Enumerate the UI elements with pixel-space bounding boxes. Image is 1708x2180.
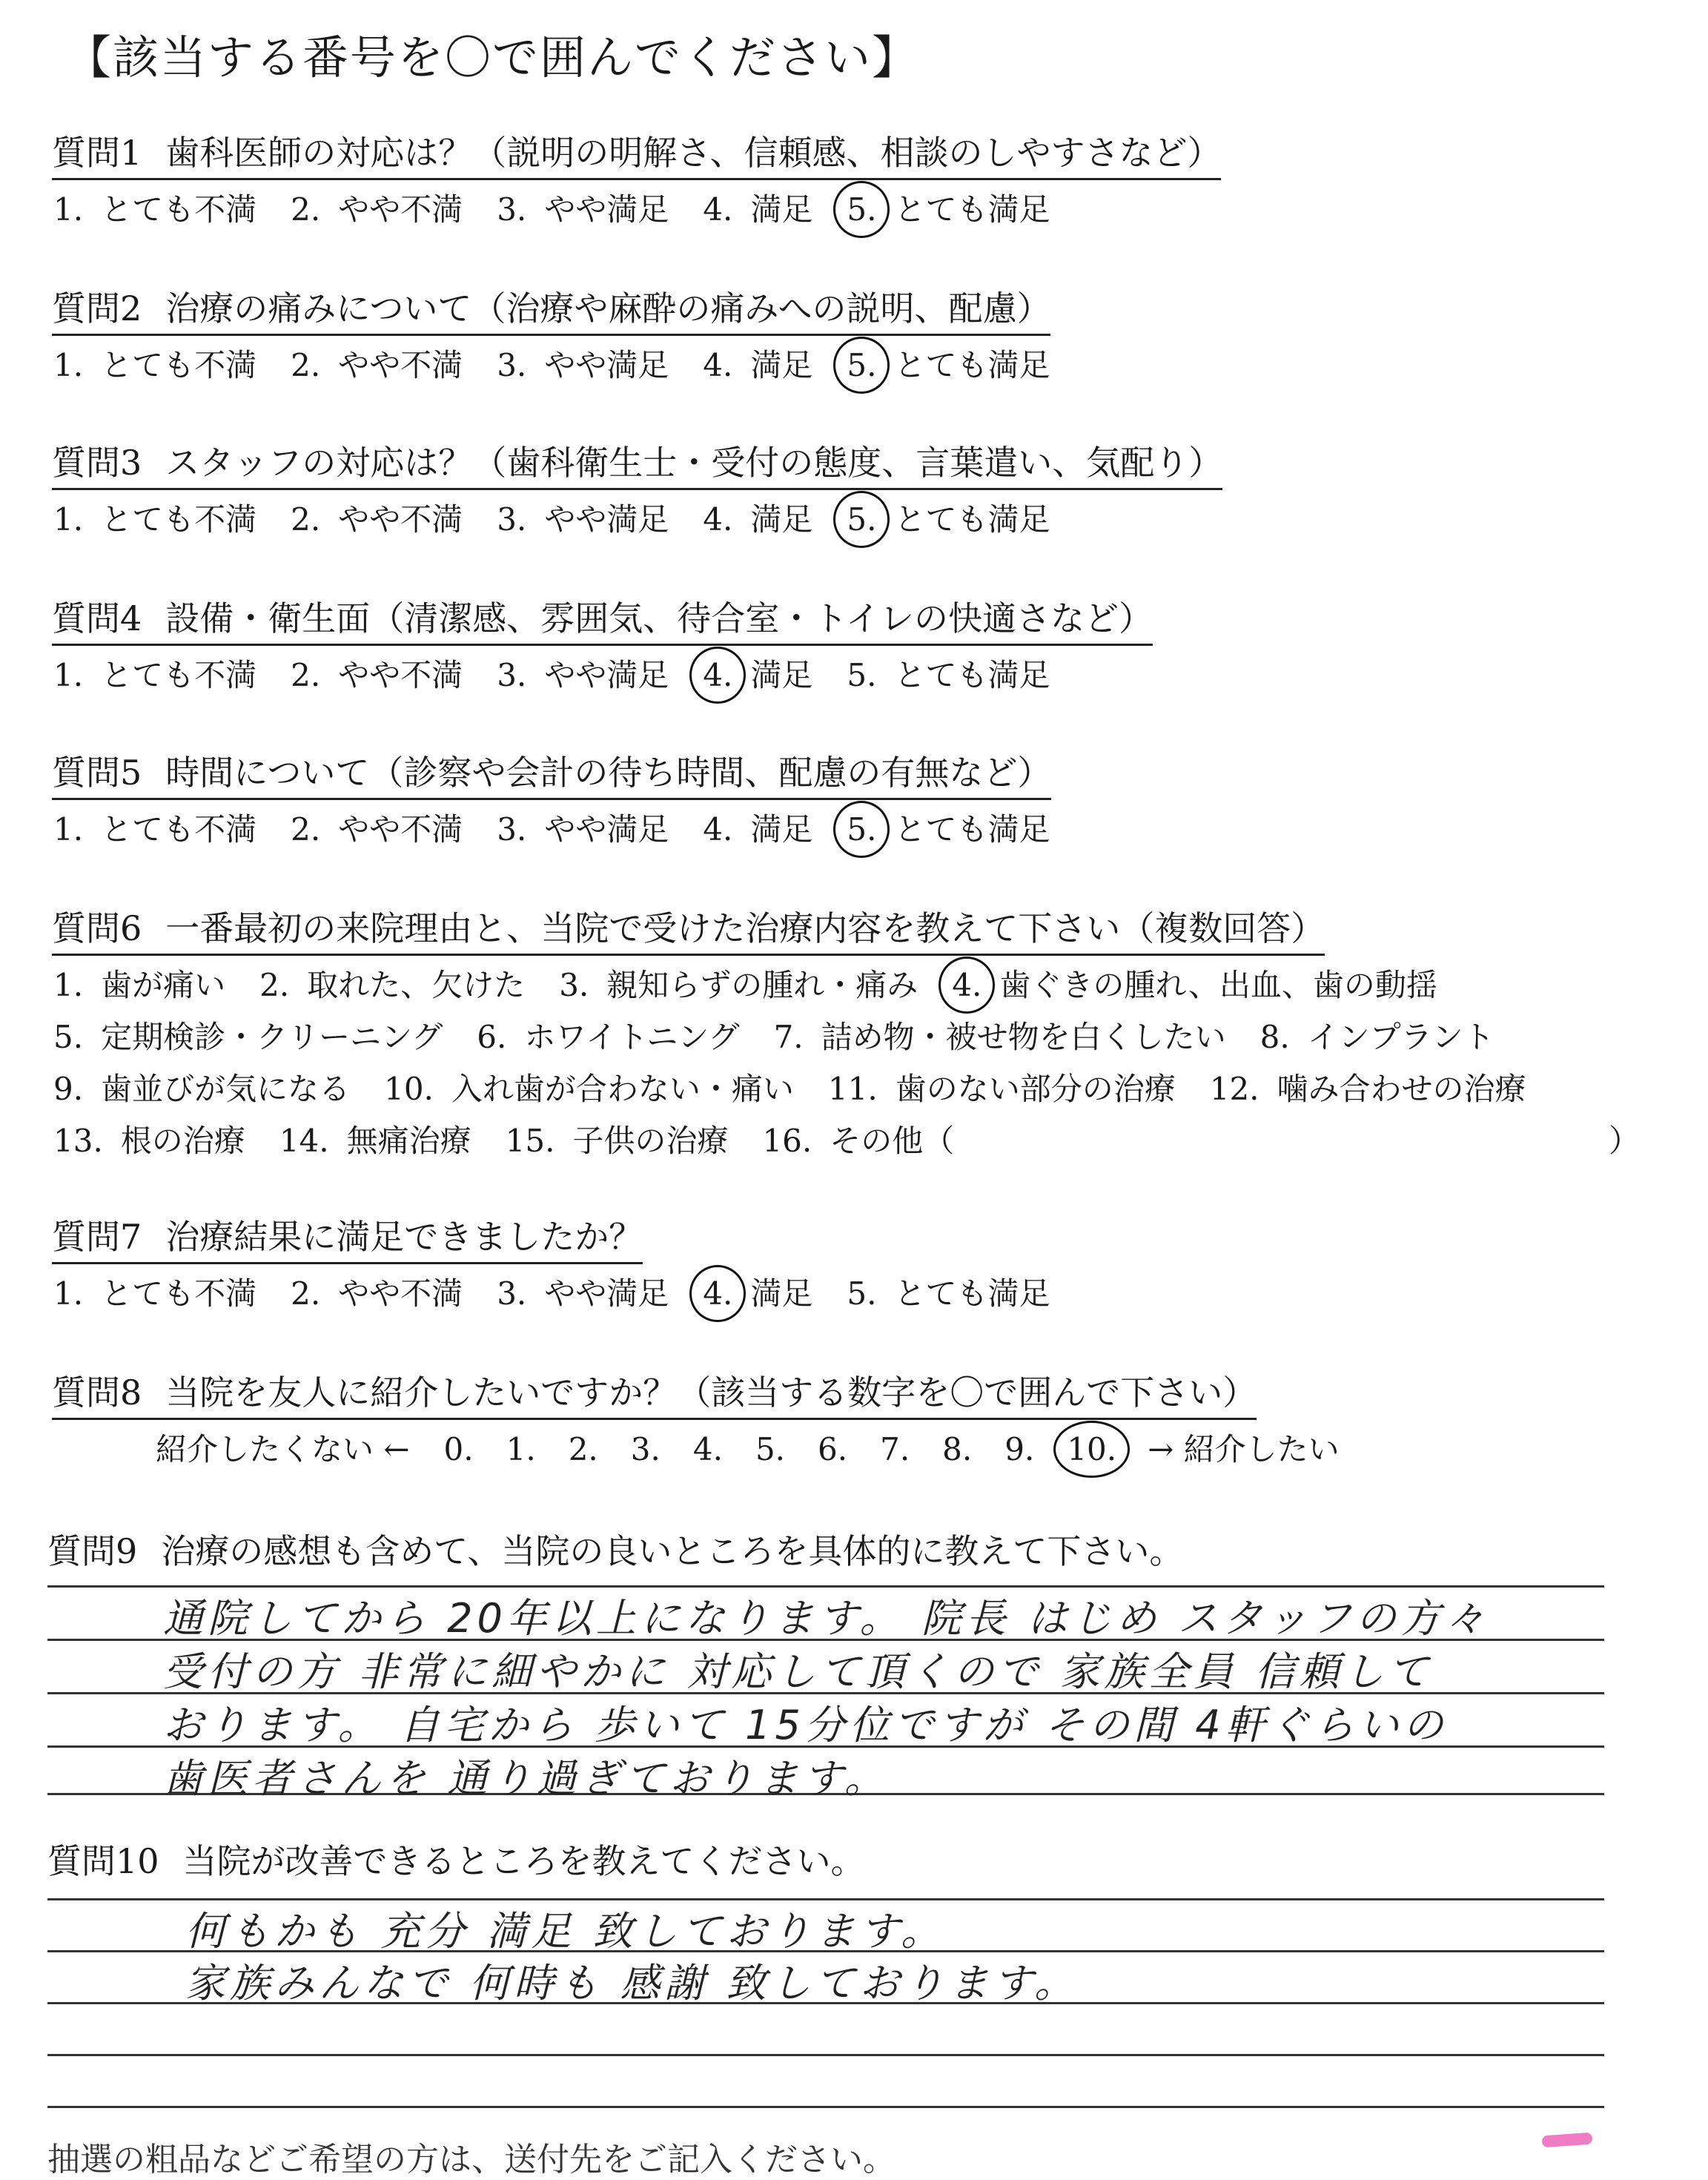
question-5-text: 時間について（診察や会計の待ち時間、配慮の有無など） [165,753,1052,793]
option-label: やや満足 [544,657,669,693]
option-number: 5. [847,347,877,383]
option-label: 入れ歯が合わない・痛い [451,1071,794,1107]
option-number: 2. [291,657,321,693]
option-number: 9. [53,1071,84,1107]
scale-option[interactable] [629,1431,662,1467]
option-label: 満足 [750,811,813,848]
option-number: 16. [762,1123,812,1159]
option-label: とても満足 [894,811,1050,848]
option-label: とても満足 [894,1275,1050,1312]
treatment-option[interactable] [950,961,1437,1005]
option-number: 12. [1209,1071,1260,1107]
question-1-options [52,185,1082,230]
option-label: 取れた、欠けた [307,967,526,1003]
rating-option[interactable] [52,185,256,230]
option-number: 1. [53,347,84,383]
option-label: 歯のない部分の治療 [895,1071,1176,1107]
scale-option[interactable] [754,1431,787,1467]
rating-option[interactable] [701,1269,812,1314]
option-number: 4. [703,657,733,693]
option-label: 満足 [750,191,813,228]
question-9 [47,1525,1183,1573]
option-label: 噛み合わせの治療 [1277,1071,1526,1107]
question-6-row-2 [52,1013,1527,1057]
option-label: 定期検診・クリーニング [101,1019,443,1055]
scale-number: 7. [880,1431,910,1467]
treatment-option[interactable] [52,1013,443,1057]
option-number: 8. [1260,1019,1290,1055]
option-label: とても不満 [101,1275,257,1312]
question-3-number: 質問3 [52,443,142,483]
treatment-option[interactable] [383,1065,794,1109]
question-4-options [52,651,1082,696]
option-number: 5. [847,1275,877,1312]
scale-number: 0. [443,1431,474,1467]
option-number: 10. [384,1071,434,1107]
treatment-option[interactable] [1208,1065,1526,1109]
rating-option[interactable] [495,341,669,386]
option-label: とても不満 [101,501,257,538]
option-label: 歯ぐきの腫れ、出血、歯の動揺 [999,967,1437,1003]
option-label: やや不満 [338,811,463,848]
scale-option[interactable] [692,1431,724,1467]
rating-option[interactable] [289,495,463,540]
question-6 [52,902,1325,956]
question-2-options [52,341,1082,386]
question-4 [52,592,1153,646]
option-number: 2. [291,811,321,848]
scale-number: 3. [630,1431,661,1467]
question-6-row-1 [52,961,1470,1005]
option-label: とても不満 [101,191,257,228]
scale-option[interactable] [505,1431,537,1467]
question-7-options [52,1269,1082,1314]
option-label: ホワイトニング [524,1019,740,1055]
rating-option[interactable] [701,341,812,386]
option-label: やや不満 [338,347,463,383]
question-1-number: 質問1 [52,133,142,173]
pink-mark [1542,2133,1593,2148]
question-5 [52,746,1051,800]
scale-number: 9. [1004,1431,1035,1467]
question-7-title [52,1210,643,1264]
rating-option[interactable] [289,341,463,386]
treatment-option[interactable] [52,1065,350,1109]
question-3 [52,436,1222,490]
q9-answer-line-4: 歯医者さんを 通り過ぎております。 [163,1755,889,1802]
option-number: 2. [291,347,321,383]
option-number: 3. [497,1275,527,1312]
option-number: 1. [53,657,84,693]
rating-option[interactable] [495,185,669,230]
treatment-option[interactable] [772,1013,1226,1057]
rating-option[interactable] [701,495,812,540]
rating-option[interactable] [52,805,256,850]
question-3-options [52,495,1082,540]
question-6-title [52,902,1325,956]
option-label: やや不満 [338,1275,463,1312]
option-number: 1. [53,191,84,228]
option-number: 2. [291,191,321,228]
treatment-option[interactable] [504,1117,729,1161]
option-label: やや満足 [544,1275,669,1312]
question-6-row-4 [52,1117,987,1161]
treatment-option[interactable] [52,1117,245,1161]
question-1-title [52,126,1221,180]
question-9-text: 治療の感想も含めて、当院の良いところを具体的に教えて下さい。 [161,1531,1184,1571]
question-1-text: 歯科医師の対応は？（説明の明解さ、信頼感、相談のしやすさなど） [165,133,1222,173]
option-label: 詰め物・被せ物を白くしたい [821,1019,1226,1055]
question-6-row-3 [52,1065,1559,1109]
option-label: とても満足 [894,657,1050,693]
option-number: 5. [847,501,877,538]
q10-answer-line-1: 何もかも 充分 満足 致しております。 [185,1908,946,1955]
option-label: 無痛治療 [346,1123,471,1159]
scale-number: 2. [568,1431,598,1467]
scale-option[interactable] [878,1431,911,1467]
question-3-text: スタッフの対応は？（歯科衛生士・受付の態度、言葉遣い、気配り） [165,443,1223,483]
question-8-scale [156,1425,1340,1470]
option-number: 1. [53,1275,84,1312]
option-number: 4. [703,811,733,848]
rating-option[interactable] [52,651,256,696]
question-6-number: 質問6 [52,908,142,948]
option-label: 歯並びが気になる [101,1071,351,1107]
option-number: 4. [703,347,733,383]
option-label: やや不満 [338,191,463,228]
question-4-title [52,592,1153,646]
scale-option[interactable] [443,1431,475,1467]
q10-answer-line-2: 家族みんなで 何時も 感謝 致しております。 [185,1960,1079,2006]
option-label: とても不満 [101,347,257,383]
rating-option[interactable] [845,651,1050,696]
treatment-option[interactable] [761,1117,954,1161]
question-9-number: 質問9 [47,1531,138,1571]
rating-option[interactable] [289,805,463,850]
treatment-option[interactable] [475,1013,739,1057]
option-number: 5. [847,191,877,228]
treatment-option[interactable] [52,961,225,1005]
question-3-title [52,436,1222,490]
scale-number: 6. [818,1431,848,1467]
option-number: 4. [703,501,733,538]
option-label: とても不満 [101,657,257,693]
scale-number: 10. [1067,1431,1117,1467]
treatment-option[interactable] [1259,1013,1494,1057]
option-number: 13. [53,1123,103,1159]
option-number: 3. [497,191,527,228]
form-header: 【該当する番号を〇で囲んでください】 [65,30,920,85]
option-label: やや不満 [338,657,463,693]
question-5-title [52,746,1051,800]
option-label: やや不満 [338,501,463,538]
option-label: やや満足 [544,191,669,228]
option-number: 2. [291,1275,321,1312]
option-label: やや満足 [544,501,669,538]
option-number: 11. [827,1071,878,1107]
option-number: 3. [497,657,527,693]
rating-option[interactable] [52,341,256,386]
answer-line [47,2106,1604,2108]
option-label: やや満足 [544,811,669,848]
option-label: とても満足 [894,501,1050,538]
rating-option[interactable] [701,805,812,850]
scale-number: 1. [506,1431,536,1467]
question-4-text: 設備・衛生面（清潔感、雰囲気、待合室・トイレの快適さなど） [165,598,1153,638]
option-number: 3. [497,811,527,848]
rating-option[interactable] [495,805,669,850]
question-10-text: 当院が改善できるところを教えてください。 [182,1841,865,1881]
rating-option[interactable] [845,185,1050,230]
rating-option[interactable] [495,495,669,540]
option-number: 6. [477,1019,507,1055]
option-number: 15. [505,1123,555,1159]
question-5-options [52,805,1082,850]
option-number: 1. [53,967,84,1003]
rating-option[interactable] [289,1269,463,1314]
question-8-text: 当院を友人に紹介したいですか？（該当する数字を〇で囲んで下さい） [165,1373,1257,1413]
question-7-number: 質問7 [52,1217,142,1257]
option-label: とても満足 [894,347,1050,383]
question-2-text: 治療の痛みについて（治療や麻酔の痛みへの説明、配慮） [165,288,1051,328]
treatment-option[interactable] [258,961,525,1005]
option-number: 5. [847,657,877,693]
scale-number: 8. [942,1431,973,1467]
question-7 [52,1210,643,1264]
question-8-title [52,1366,1257,1420]
option-number: 3. [559,967,589,1003]
question-8-number: 質問8 [52,1373,142,1413]
rating-option[interactable] [495,1269,669,1314]
answer-line [47,2054,1604,2056]
option-label: 満足 [750,347,813,383]
question-2 [52,282,1050,336]
question-8 [52,1366,1257,1420]
scale-right-label: → 紹介したい [1148,1431,1340,1467]
option-label: 親知らずの腫れ・痛み [606,967,918,1003]
question-6-text: 一番最初の来院理由と、当院で受けた治療内容を教えて下さい（複数回答） [165,908,1325,948]
option-number: 4. [952,967,982,1003]
question-5-number: 質問5 [52,753,142,793]
rating-option[interactable] [289,651,463,696]
option-label: 満足 [750,501,813,538]
question-2-title [52,282,1050,336]
option-label: 子供の治療 [572,1123,729,1159]
question-1 [52,126,1221,180]
rating-option[interactable] [701,651,812,696]
footer-note: 抽選の粗品などご希望の方は、送付先をご記入ください。 [47,2141,896,2179]
treatment-option[interactable] [557,961,918,1005]
rating-option[interactable] [701,185,812,230]
scale-number: 4. [692,1431,723,1467]
option-label: やや満足 [544,347,669,383]
option-number: 5. [53,1019,84,1055]
rating-option[interactable] [845,805,1050,850]
option-number: 1. [53,501,84,538]
q9-answer-line-3: おります。 自宅から 歩いて 15分位ですが その間 4軒ぐらいの [163,1702,1448,1748]
option-number: 3. [497,347,527,383]
rating-option[interactable] [845,1269,1050,1314]
option-label: とても不満 [101,811,257,848]
option-label: 満足 [750,657,813,693]
option-label: 歯が痛い [101,967,226,1003]
option-label: その他（ [830,1123,955,1159]
question-10-number: 質問10 [47,1841,159,1881]
rating-option[interactable] [845,341,1050,386]
rating-option[interactable] [52,495,256,540]
rating-option[interactable] [495,651,669,696]
scale-numbers [443,1431,1148,1467]
option-number: 7. [773,1019,804,1055]
option-number: 4. [703,1275,733,1312]
scale-left-label: 紹介したくない ← [156,1431,410,1467]
option-label: インプラント [1307,1019,1494,1055]
rating-option[interactable] [845,495,1050,540]
treatment-option[interactable] [278,1117,471,1161]
option-number: 4. [703,191,733,228]
question-6-close-paren: ） [1609,1123,1641,1159]
scale-number: 5. [755,1431,786,1467]
question-7-text: 治療結果に満足できましたか？ [165,1217,643,1257]
option-number: 3. [497,501,527,538]
scale-option[interactable] [941,1431,973,1467]
option-label: 根の治療 [120,1123,245,1159]
scale-option[interactable] [816,1431,849,1467]
rating-option[interactable] [52,1269,256,1314]
scale-option[interactable] [1065,1431,1118,1467]
scale-option[interactable] [1003,1431,1036,1467]
option-label: 満足 [750,1275,813,1312]
scale-option[interactable] [567,1431,600,1467]
option-number: 2. [291,501,321,538]
question-4-number: 質問4 [52,598,142,638]
option-label: とても満足 [894,191,1050,228]
question-2-number: 質問2 [52,288,142,328]
q9-answer-line-1: 通院してから 20年以上になります。 院長 はじめ スタッフの方々 [163,1595,1490,1642]
rating-option[interactable] [289,185,463,230]
option-number: 2. [259,967,290,1003]
treatment-option[interactable] [827,1065,1176,1109]
option-number: 5. [847,811,877,848]
q9-answer-line-2: 受付の方 非常に細やかに 対応して頂くので 家族全員 信頼して [163,1648,1433,1695]
option-number: 1. [53,811,84,848]
question-10 [47,1834,865,1883]
option-number: 14. [279,1123,329,1159]
